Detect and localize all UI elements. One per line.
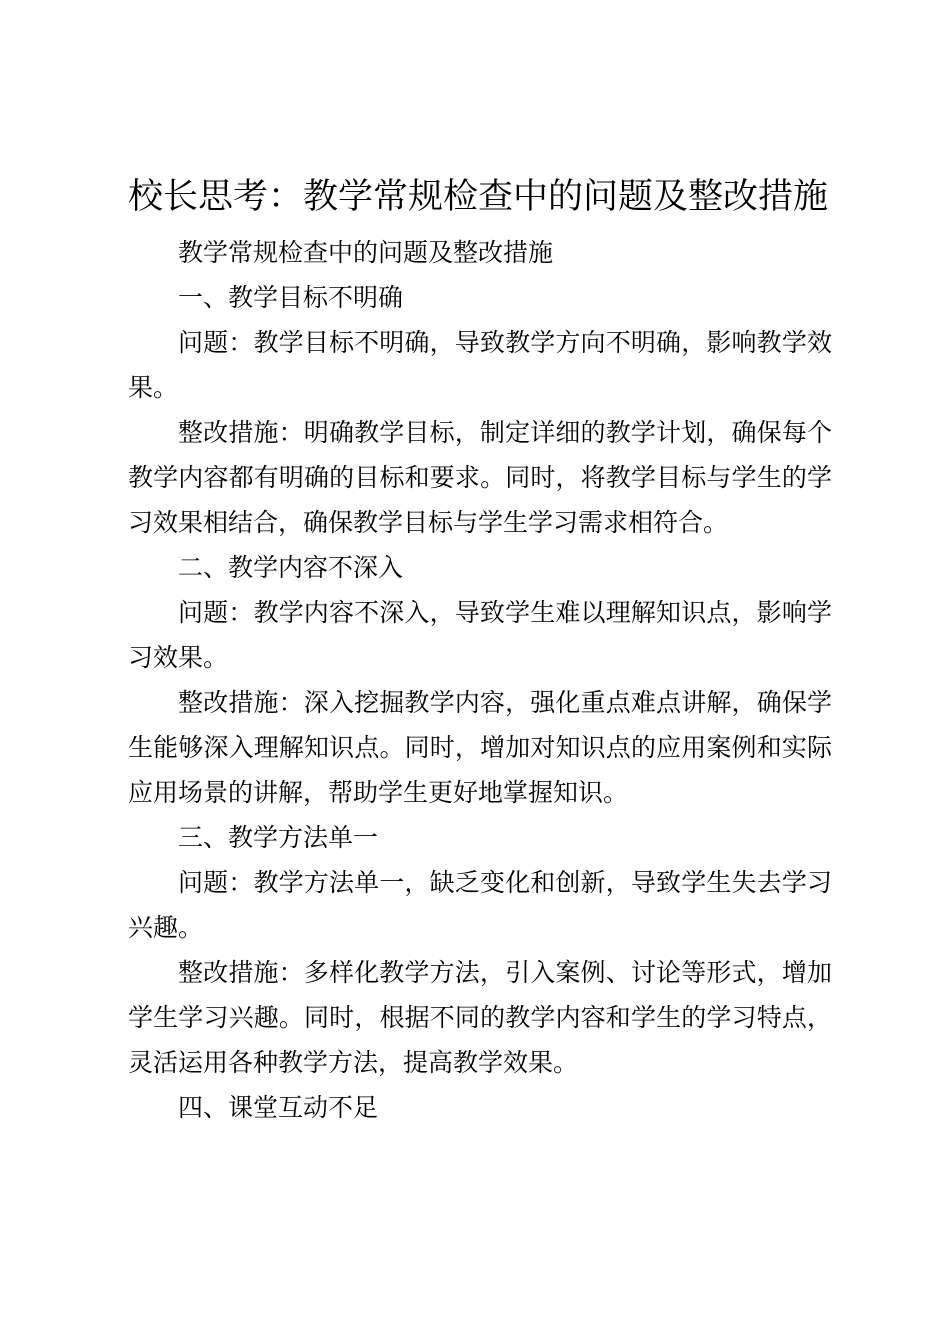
section-2-problem: 问题：教学内容不深入，导致学生难以理解知识点，影响学习效果。 bbox=[128, 598, 832, 672]
section-3-problem: 问题：教学方法单一，缺乏变化和创新，导致学生失去学习兴趣。 bbox=[128, 868, 832, 942]
subtitle: 教学常规检查中的问题及整改措施 bbox=[178, 238, 554, 267]
document-page bbox=[128, 172, 832, 1130]
section-heading-2: 二、教学内容不深入 bbox=[178, 553, 404, 582]
document-title: 校长思考：教学常规检查中的问题及整改措施 bbox=[128, 177, 829, 217]
section-2-measures: 整改措施：深入挖掘教学内容，强化重点难点讲解，确保学生能够深入理解知识点。同时，增加对知识点的应用案例和实际应用场景的讲解，帮助学生更好地掌握知识。 bbox=[128, 688, 832, 807]
section-1-problem: 问题：教学目标不明确，导致教学方向不明确，影响教学效果。 bbox=[128, 328, 832, 402]
section-heading-3: 三、教学方法单一 bbox=[178, 823, 379, 852]
section-1-measures: 整改措施：明确教学目标，制定详细的教学计划，确保每个教学内容都有明确的目标和要求。同时，将教学目标与学生的学习效果相结合，确保教学目标与学生学习需求相符合。 bbox=[128, 418, 832, 537]
section-heading-1: 一、教学目标不明确 bbox=[178, 283, 404, 312]
section-3-measures: 整改措施：多样化教学方法，引入案例、讨论等形式，增加学生学习兴趣。同时，根据不同的教学内容和学生的学习特点，灵活运用各种教学方法，提高教学效果。 bbox=[128, 958, 832, 1077]
section-heading-4: 四、课堂互动不足 bbox=[178, 1093, 379, 1122]
